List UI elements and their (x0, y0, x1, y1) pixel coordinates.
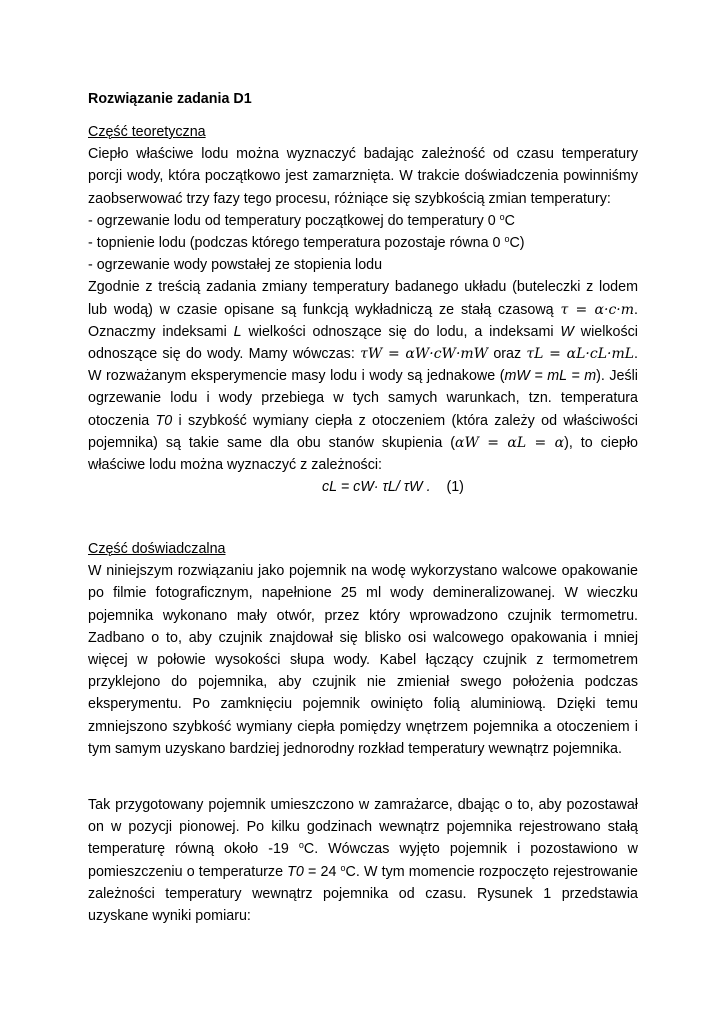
phase-item-3: - ogrzewanie wody powstałej ze stopienia lodu (88, 257, 383, 274)
formula-number: (1) (446, 479, 464, 496)
water-time-constant: τW = αW·cW·mW (360, 346, 489, 363)
mass-equality: mW = mL = m (504, 368, 597, 385)
experiment-paragraph-1: W niniejszym rozwiązaniu jako pojemnik na wodę wykorzystano walcowe opakowanie po filmie fotograficznym, napełnione 25 ml wody demineralizowanej. W wieczku pojemnika wykonano mały otwór, przez który wprowadzono czujnik termometru. Zadbano o to, aby czujnik znajdował się blisko osi walcowego opakowania i mniej więcej w połowie wysokości słupa wody. Kabel łączący czujnik z termometrem przyklejono do pojemnika, aby czujnik nie zmieniał swego położenia podczas eksperymentu. Po zamknięciu pojemnik owinięto folią aluminiową. Dzięki temu zmniejszono szybkość wymiany ciepła pomiędzy wnętrzem pojemnika a otoczeniem i tym samym uzyskano bardziej jednorodny rozkład temperatury wewnątrz pojemnika. (88, 563, 638, 757)
ambient-temperature-symbol: T0 (155, 412, 173, 429)
alpha-equality: αW = αL = α (455, 434, 565, 451)
ice-time-constant: τL = αL·cL·mL (526, 346, 635, 363)
phase-item-2: - topnienie lodu (podczas którego temperatura pozostaje równa 0 $^o$C) (88, 234, 525, 252)
time-constant-equation: τ = α·c·m (560, 301, 635, 318)
experiment-section (88, 538, 638, 760)
room-temperature-symbol: T0 (287, 863, 304, 880)
theory-section (88, 121, 638, 498)
theory-paragraph-1: Ciepło właściwe lodu można wyznaczyć badając zależność od czasu temperatury porcji wody, która początkowo jest zamarznięta. W trakcie doświadczenia powinniśmy zaobserwować trzy fazy tego procesu, różniące się szybkością zmian temperatury: (88, 146, 638, 207)
document-title: Rozwiązanie zadania D1 (88, 91, 252, 107)
experiment-heading: Część doświadczalna (88, 541, 226, 557)
theory-paragraph-2: Zgodnie z treścią zadania zmiany temperatury badanego układu (buteleczki z lodem lub wodą) w czasie opisane są funkcją wykładniczą ze stałą czasową τ = α·c·m. Oznaczmy indeksami L wielkości odnoszące się do lodu, a indeksami W wielkości odnoszące się do wody. Mamy wówczas: τW = αW·cW·mW oraz τL = αL·cL·mL. W rozważanym eksperymencie masy lodu i wody są jednakowe (mW = mL = m). Jeśli ogrzewanie lodu i wody przebiega w tych samych warunkach, tzn. temperatura otoczenia T0 i szybkość wymiany ciepła z otoczeniem (która zależy od właściwości pojemnika) są takie same dla obu stanów skupienia (αW = αL = α), to ciepło właściwe lodu można wyznaczyć z zależności: (88, 279, 639, 474)
experiment-paragraph-2: Tak przygotowany pojemnik umieszczono w zamrażarce, dbając o to, aby pozostawał on w pozycji pionowej. Po kilku godzinach wewnątrz pojemnika rejestrowano stałą temperaturę równą około -19 $^o$C. Wówczas wyjęto pojemnik i pozostawiono w pomieszczeniu o temperaturze T0 = 24 $^o$C. W tym momencie rozpoczęto rejestrowanie zależności temperatury wewnątrz pojemnika od czasu. Rysunek 1 przedstawia uzyskane wyniki pomiaru: (88, 797, 638, 925)
formula-line (88, 476, 638, 498)
specific-heat-formula: cL = cW· τL/ τW . (322, 479, 431, 496)
theory-heading: Część teoretyczna (88, 124, 206, 140)
phase-item-1: - ogrzewanie lodu od temperatury początkowej do temperatury 0 $^o$C (88, 211, 515, 229)
